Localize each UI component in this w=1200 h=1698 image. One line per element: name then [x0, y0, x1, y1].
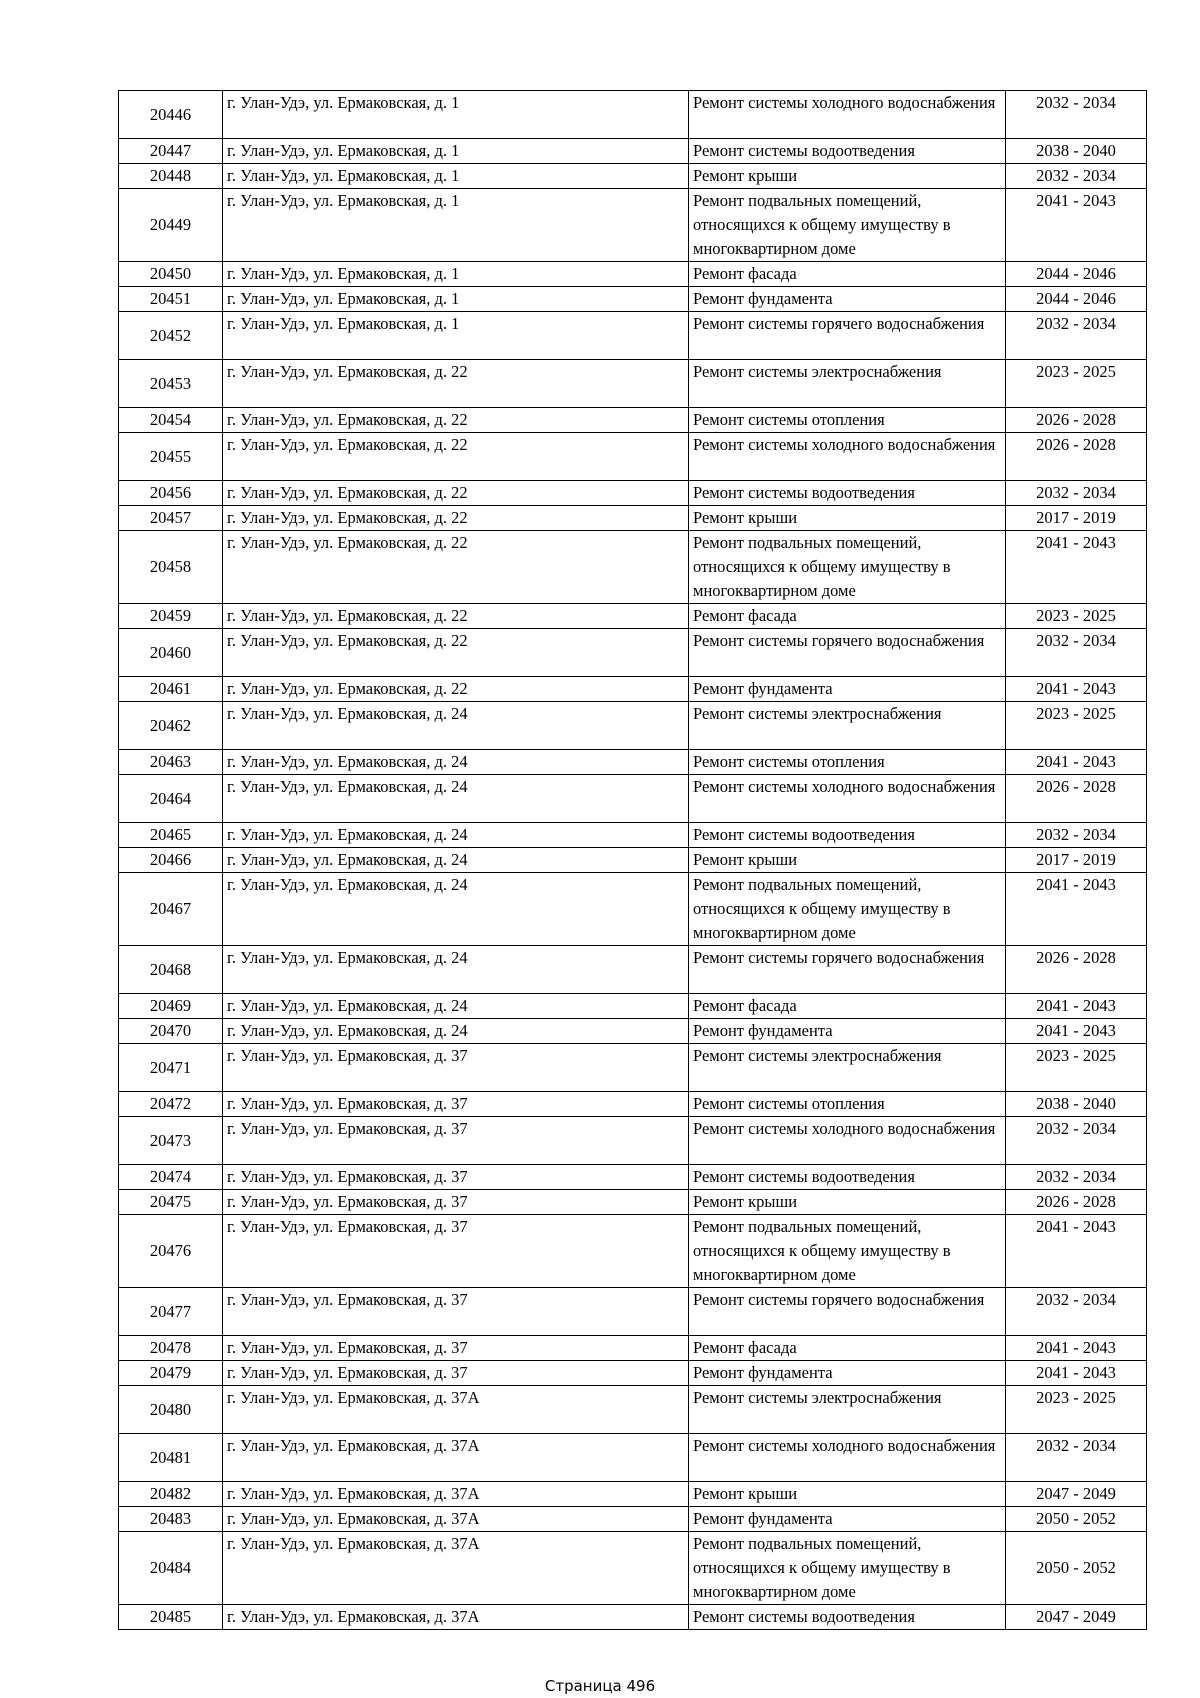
row-number: 20477	[119, 1288, 223, 1336]
row-number: 20458	[119, 531, 223, 604]
row-address: г. Улан-Удэ, ул. Ермаковская, д. 24	[223, 873, 689, 946]
table-row	[119, 1532, 1147, 1605]
row-address: г. Улан-Удэ, ул. Ермаковская, д. 37	[223, 1361, 689, 1386]
table-row	[119, 1336, 1147, 1361]
table-row	[119, 1117, 1147, 1165]
row-period: 2041 - 2043	[1006, 531, 1147, 604]
row-work-type: Ремонт системы водоотведения	[689, 823, 1006, 848]
row-address: г. Улан-Удэ, ул. Ермаковская, д. 22	[223, 604, 689, 629]
row-number: 20456	[119, 481, 223, 506]
table-row	[119, 287, 1147, 312]
row-number: 20476	[119, 1215, 223, 1288]
table-row	[119, 91, 1147, 139]
row-address: г. Улан-Удэ, ул. Ермаковская, д. 1	[223, 139, 689, 164]
row-work-type: Ремонт фундамента	[689, 1019, 1006, 1044]
row-period: 2044 - 2046	[1006, 262, 1147, 287]
table-row	[119, 994, 1147, 1019]
row-work-type: Ремонт фасада	[689, 604, 1006, 629]
row-number: 20475	[119, 1190, 223, 1215]
row-address: г. Улан-Удэ, ул. Ермаковская, д. 24	[223, 750, 689, 775]
row-period: 2038 - 2040	[1006, 139, 1147, 164]
row-period: 2050 - 2052	[1006, 1532, 1147, 1605]
row-work-type: Ремонт системы горячего водоснабжения	[689, 1288, 1006, 1336]
row-work-type: Ремонт системы холодного водоснабжения	[689, 775, 1006, 823]
table-row	[119, 775, 1147, 823]
row-work-type: Ремонт фундамента	[689, 1507, 1006, 1532]
table-row	[119, 1361, 1147, 1386]
table-row	[119, 1482, 1147, 1507]
row-work-type: Ремонт системы горячего водоснабжения	[689, 629, 1006, 677]
table-row	[119, 433, 1147, 481]
row-period: 2026 - 2028	[1006, 946, 1147, 994]
row-number: 20478	[119, 1336, 223, 1361]
table-row	[119, 1507, 1147, 1532]
row-work-type: Ремонт системы отопления	[689, 408, 1006, 433]
row-number: 20483	[119, 1507, 223, 1532]
row-number: 20471	[119, 1044, 223, 1092]
row-work-type: Ремонт фасада	[689, 1336, 1006, 1361]
row-number: 20468	[119, 946, 223, 994]
row-number: 20462	[119, 702, 223, 750]
table-row	[119, 531, 1147, 604]
table-row	[119, 946, 1147, 994]
row-period: 2032 - 2034	[1006, 164, 1147, 189]
row-address: г. Улан-Удэ, ул. Ермаковская, д. 1	[223, 262, 689, 287]
table-row	[119, 1288, 1147, 1336]
row-number: 20446	[119, 91, 223, 139]
row-period: 2023 - 2025	[1006, 1386, 1147, 1434]
table-row	[119, 506, 1147, 531]
row-address: г. Улан-Удэ, ул. Ермаковская, д. 22	[223, 629, 689, 677]
row-period: 2032 - 2034	[1006, 481, 1147, 506]
row-work-type: Ремонт подвальных помещений, относящихся к общему имуществу в многоквартирном доме	[689, 189, 1006, 262]
row-number: 20453	[119, 360, 223, 408]
table-row	[119, 1215, 1147, 1288]
row-work-type: Ремонт системы электроснабжения	[689, 360, 1006, 408]
row-address: г. Улан-Удэ, ул. Ермаковская, д. 37А	[223, 1386, 689, 1434]
row-work-type: Ремонт системы водоотведения	[689, 481, 1006, 506]
row-address: г. Улан-Удэ, ул. Ермаковская, д. 37	[223, 1190, 689, 1215]
table-row	[119, 481, 1147, 506]
row-number: 20465	[119, 823, 223, 848]
row-address: г. Улан-Удэ, ул. Ермаковская, д. 24	[223, 702, 689, 750]
row-number: 20472	[119, 1092, 223, 1117]
table-row	[119, 1434, 1147, 1482]
row-number: 20460	[119, 629, 223, 677]
table-body	[119, 91, 1147, 1630]
row-work-type: Ремонт системы электроснабжения	[689, 1386, 1006, 1434]
row-address: г. Улан-Удэ, ул. Ермаковская, д. 24	[223, 994, 689, 1019]
row-number: 20470	[119, 1019, 223, 1044]
row-period: 2032 - 2034	[1006, 91, 1147, 139]
table-row	[119, 1165, 1147, 1190]
row-address: г. Улан-Удэ, ул. Ермаковская, д. 37А	[223, 1482, 689, 1507]
row-period: 2026 - 2028	[1006, 1190, 1147, 1215]
row-address: г. Улан-Удэ, ул. Ермаковская, д. 37	[223, 1117, 689, 1165]
row-period: 2050 - 2052	[1006, 1507, 1147, 1532]
row-period: 2047 - 2049	[1006, 1482, 1147, 1507]
row-work-type: Ремонт фасада	[689, 994, 1006, 1019]
row-number: 20464	[119, 775, 223, 823]
table-row	[119, 189, 1147, 262]
row-address: г. Улан-Удэ, ул. Ермаковская, д. 22	[223, 360, 689, 408]
row-number: 20455	[119, 433, 223, 481]
row-work-type: Ремонт подвальных помещений, относящихся к общему имуществу в многоквартирном доме	[689, 531, 1006, 604]
row-address: г. Улан-Удэ, ул. Ермаковская, д. 37А	[223, 1532, 689, 1605]
row-period: 2041 - 2043	[1006, 1336, 1147, 1361]
table-row	[119, 604, 1147, 629]
table-row	[119, 262, 1147, 287]
row-address: г. Улан-Удэ, ул. Ермаковская, д. 37	[223, 1215, 689, 1288]
row-work-type: Ремонт системы электроснабжения	[689, 702, 1006, 750]
row-number: 20480	[119, 1386, 223, 1434]
row-period: 2023 - 2025	[1006, 1044, 1147, 1092]
row-address: г. Улан-Удэ, ул. Ермаковская, д. 1	[223, 189, 689, 262]
repair-schedule-table	[118, 90, 1147, 1630]
table-row	[119, 1605, 1147, 1630]
row-period: 2041 - 2043	[1006, 1215, 1147, 1288]
row-number: 20454	[119, 408, 223, 433]
row-number: 20484	[119, 1532, 223, 1605]
table-row	[119, 408, 1147, 433]
row-work-type: Ремонт подвальных помещений, относящихся к общему имуществу в многоквартирном доме	[689, 1532, 1006, 1605]
row-work-type: Ремонт системы горячего водоснабжения	[689, 312, 1006, 360]
row-address: г. Улан-Удэ, ул. Ермаковская, д. 37	[223, 1092, 689, 1117]
row-address: г. Улан-Удэ, ул. Ермаковская, д. 24	[223, 848, 689, 873]
row-number: 20447	[119, 139, 223, 164]
row-work-type: Ремонт крыши	[689, 848, 1006, 873]
row-period: 2032 - 2034	[1006, 1434, 1147, 1482]
row-work-type: Ремонт системы водоотведения	[689, 139, 1006, 164]
row-period: 2041 - 2043	[1006, 677, 1147, 702]
table-row	[119, 848, 1147, 873]
table-row	[119, 629, 1147, 677]
row-address: г. Улан-Удэ, ул. Ермаковская, д. 24	[223, 1019, 689, 1044]
row-period: 2041 - 2043	[1006, 189, 1147, 262]
row-work-type: Ремонт системы холодного водоснабжения	[689, 91, 1006, 139]
table-row	[119, 1044, 1147, 1092]
row-number: 20469	[119, 994, 223, 1019]
row-period: 2032 - 2034	[1006, 1117, 1147, 1165]
row-period: 2044 - 2046	[1006, 287, 1147, 312]
row-work-type: Ремонт крыши	[689, 164, 1006, 189]
row-period: 2026 - 2028	[1006, 775, 1147, 823]
table-row	[119, 1092, 1147, 1117]
row-work-type: Ремонт подвальных помещений, относящихся к общему имуществу в многоквартирном доме	[689, 873, 1006, 946]
row-work-type: Ремонт фасада	[689, 262, 1006, 287]
row-work-type: Ремонт системы электроснабжения	[689, 1044, 1006, 1092]
table-row	[119, 750, 1147, 775]
row-number: 20461	[119, 677, 223, 702]
row-work-type: Ремонт системы холодного водоснабжения	[689, 433, 1006, 481]
row-work-type: Ремонт крыши	[689, 1190, 1006, 1215]
row-address: г. Улан-Удэ, ул. Ермаковская, д. 22	[223, 433, 689, 481]
row-work-type: Ремонт фундамента	[689, 1361, 1006, 1386]
table-row	[119, 702, 1147, 750]
row-period: 2032 - 2034	[1006, 1165, 1147, 1190]
table-row	[119, 1190, 1147, 1215]
row-work-type: Ремонт системы водоотведения	[689, 1605, 1006, 1630]
row-address: г. Улан-Удэ, ул. Ермаковская, д. 1	[223, 91, 689, 139]
row-number: 20457	[119, 506, 223, 531]
row-period: 2041 - 2043	[1006, 873, 1147, 946]
row-work-type: Ремонт фундамента	[689, 287, 1006, 312]
row-number: 20450	[119, 262, 223, 287]
row-address: г. Улан-Удэ, ул. Ермаковская, д. 22	[223, 531, 689, 604]
row-number: 20474	[119, 1165, 223, 1190]
table-row	[119, 1019, 1147, 1044]
row-work-type: Ремонт системы отопления	[689, 750, 1006, 775]
row-period: 2041 - 2043	[1006, 1361, 1147, 1386]
row-number: 20466	[119, 848, 223, 873]
row-address: г. Улан-Удэ, ул. Ермаковская, д. 37А	[223, 1605, 689, 1630]
row-period: 2032 - 2034	[1006, 823, 1147, 848]
row-address: г. Улан-Удэ, ул. Ермаковская, д. 37	[223, 1165, 689, 1190]
row-address: г. Улан-Удэ, ул. Ермаковская, д. 22	[223, 677, 689, 702]
row-period: 2026 - 2028	[1006, 408, 1147, 433]
row-work-type: Ремонт системы холодного водоснабжения	[689, 1434, 1006, 1482]
row-period: 2047 - 2049	[1006, 1605, 1147, 1630]
row-address: г. Улан-Удэ, ул. Ермаковская, д. 37	[223, 1288, 689, 1336]
row-period: 2041 - 2043	[1006, 1019, 1147, 1044]
row-number: 20463	[119, 750, 223, 775]
row-period: 2023 - 2025	[1006, 360, 1147, 408]
row-period: 2026 - 2028	[1006, 433, 1147, 481]
table-row	[119, 164, 1147, 189]
row-period: 2032 - 2034	[1006, 312, 1147, 360]
row-address: г. Улан-Удэ, ул. Ермаковская, д. 22	[223, 506, 689, 531]
row-period: 2017 - 2019	[1006, 848, 1147, 873]
row-address: г. Улан-Удэ, ул. Ермаковская, д. 24	[223, 775, 689, 823]
row-address: г. Улан-Удэ, ул. Ермаковская, д. 37А	[223, 1507, 689, 1532]
row-address: г. Улан-Удэ, ул. Ермаковская, д. 24	[223, 823, 689, 848]
row-number: 20448	[119, 164, 223, 189]
row-number: 20451	[119, 287, 223, 312]
page-number: Страница 496	[544, 1677, 656, 1695]
row-number: 20485	[119, 1605, 223, 1630]
table-row	[119, 873, 1147, 946]
row-period: 2041 - 2043	[1006, 750, 1147, 775]
row-work-type: Ремонт крыши	[689, 506, 1006, 531]
row-address: г. Улан-Удэ, ул. Ермаковская, д. 24	[223, 946, 689, 994]
table-row	[119, 677, 1147, 702]
table-row	[119, 139, 1147, 164]
row-work-type: Ремонт системы водоотведения	[689, 1165, 1006, 1190]
row-period: 2041 - 2043	[1006, 994, 1147, 1019]
row-period: 2038 - 2040	[1006, 1092, 1147, 1117]
row-number: 20467	[119, 873, 223, 946]
row-number: 20473	[119, 1117, 223, 1165]
row-address: г. Улан-Удэ, ул. Ермаковская, д. 1	[223, 312, 689, 360]
row-period: 2023 - 2025	[1006, 702, 1147, 750]
row-address: г. Улан-Удэ, ул. Ермаковская, д. 37	[223, 1044, 689, 1092]
row-address: г. Улан-Удэ, ул. Ермаковская, д. 22	[223, 408, 689, 433]
table-row	[119, 823, 1147, 848]
row-address: г. Улан-Удэ, ул. Ермаковская, д. 1	[223, 164, 689, 189]
row-number: 20481	[119, 1434, 223, 1482]
row-number: 20449	[119, 189, 223, 262]
row-number: 20479	[119, 1361, 223, 1386]
row-number: 20482	[119, 1482, 223, 1507]
row-address: г. Улан-Удэ, ул. Ермаковская, д. 37	[223, 1336, 689, 1361]
row-work-type: Ремонт системы холодного водоснабжения	[689, 1117, 1006, 1165]
row-work-type: Ремонт подвальных помещений, относящихся к общему имуществу в многоквартирном доме	[689, 1215, 1006, 1288]
table-row	[119, 312, 1147, 360]
row-number: 20459	[119, 604, 223, 629]
row-address: г. Улан-Удэ, ул. Ермаковская, д. 37А	[223, 1434, 689, 1482]
row-period: 2032 - 2034	[1006, 1288, 1147, 1336]
row-work-type: Ремонт фундамента	[689, 677, 1006, 702]
table-row	[119, 1386, 1147, 1434]
row-work-type: Ремонт системы отопления	[689, 1092, 1006, 1117]
row-period: 2032 - 2034	[1006, 629, 1147, 677]
table-row	[119, 360, 1147, 408]
row-work-type: Ремонт системы горячего водоснабжения	[689, 946, 1006, 994]
row-period: 2017 - 2019	[1006, 506, 1147, 531]
row-period: 2023 - 2025	[1006, 604, 1147, 629]
row-address: г. Улан-Удэ, ул. Ермаковская, д. 22	[223, 481, 689, 506]
row-address: г. Улан-Удэ, ул. Ермаковская, д. 1	[223, 287, 689, 312]
row-work-type: Ремонт крыши	[689, 1482, 1006, 1507]
row-number: 20452	[119, 312, 223, 360]
